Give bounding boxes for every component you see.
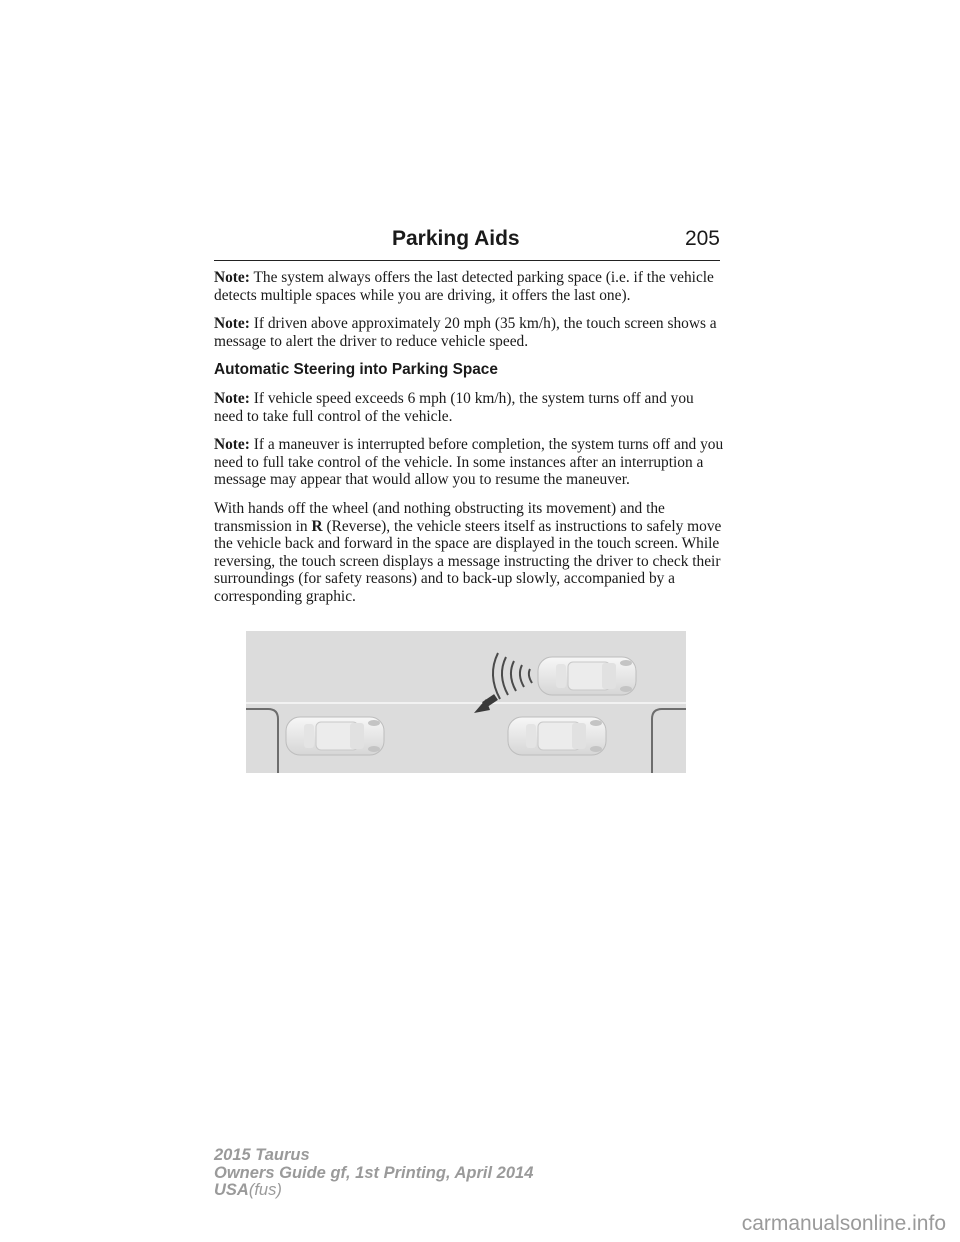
note-paragraph: [214, 315, 724, 350]
paragraph-text: (Reverse), the vehicle steers itself as instructions to safely move the vehicle back and forward in the space are displayed in the touch screen. While reversing, the touch screen displays a message instructing the driver to check their surroundings (for safety reasons) and to back-up slowly, accompanied by a corresponding graphic.: [214, 517, 722, 605]
subheading: Automatic Steering into Parking Space: [214, 361, 498, 379]
note-label: Note:: [214, 436, 250, 454]
page-number: 205: [684, 227, 720, 250]
gear-letter: R: [311, 517, 323, 535]
note-text: If a maneuver is interrupted before completion, the system turns off and you need to full take control of the vehicle. In some instances after an interruption a message may appear that would allow you to resume the maneuver.: [214, 436, 724, 489]
parked-car-icon: [286, 717, 384, 755]
note-paragraph: [214, 269, 724, 304]
note-text: If vehicle speed exceeds 6 mph (10 km/h), the system turns off and you need to take full control of the vehicle.: [214, 389, 694, 425]
parking-illustration-graphic: [246, 631, 686, 773]
footer-edition: Owners Guide gf, 1st Printing, April 2014: [214, 1163, 534, 1182]
direction-arrow-icon: [474, 697, 496, 713]
curb-right: [652, 709, 686, 773]
note-label: Note:: [214, 315, 250, 333]
vehicle-icon: [538, 657, 636, 695]
section-title: Parking Aids: [392, 227, 520, 250]
footer-region: [214, 1182, 533, 1200]
note-label: Note:: [214, 269, 250, 286]
body-paragraph: [214, 500, 724, 606]
parking-illustration: [246, 631, 686, 773]
footer-region-code: USA: [214, 1181, 249, 1199]
body-text: [214, 269, 724, 617]
parked-car-icon: [508, 717, 606, 755]
paragraph-text: With hands off the wheel (and nothing obstructing its movement) and the transmission in: [214, 499, 665, 535]
page-header: [214, 226, 720, 261]
footer-model: 2015 Taurus: [214, 1146, 310, 1164]
note-label: Note:: [214, 389, 250, 407]
note-paragraph: [214, 390, 724, 425]
page-footer: [214, 1147, 533, 1200]
sensor-wave-icon: [493, 653, 532, 699]
note-text: If driven above approximately 20 mph (35 km/h), the touch screen shows a message to alert the driver to reduce vehicle speed.: [214, 315, 717, 350]
curb-left: [246, 709, 278, 773]
note-text: The system always offers the last detected parking space (i.e. if the vehicle detects multiple spaces while you are driving, it offers the last one).: [214, 269, 714, 304]
note-paragraph: [214, 436, 724, 489]
watermark: carmanualsonline.info: [741, 1212, 946, 1235]
footer-region-suffix: (fus): [248, 1181, 282, 1199]
